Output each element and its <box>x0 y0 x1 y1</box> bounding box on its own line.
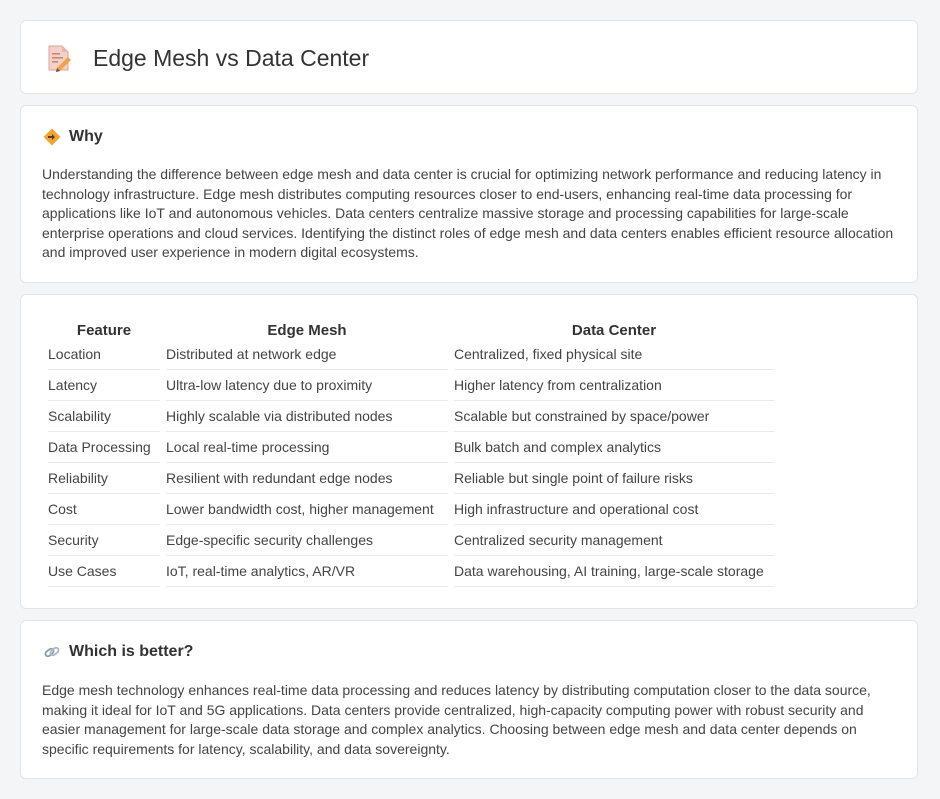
table-row <box>48 370 774 401</box>
better-text: Edge mesh technology enhances real-time data processing and reduces latency by distributing computation closer to the data source, making it ideal for IoT and 5G applications. Data centers provide centralized, high-capacity computing power with robust security and easier management for large-scale data storage and complex analytics. Choosing between edge mesh and data center depends on specific requirements for latency, scalability, and data sovereignty. <box>42 682 871 757</box>
feature-cell: Security <box>48 525 160 556</box>
link-icon <box>43 643 61 661</box>
feature-cell: Scalability <box>48 401 160 432</box>
table-row <box>48 339 774 370</box>
edge-mesh-cell: Highly scalable via distributed nodes <box>166 401 448 432</box>
edge-mesh-cell: Ultra-low latency due to proximity <box>166 370 448 401</box>
edge-mesh-cell: Local real-time processing <box>166 432 448 463</box>
why-card <box>20 105 918 283</box>
data-center-cell: Reliable but single point of failure risks <box>454 463 774 494</box>
header-data-center: Data Center <box>571 322 657 339</box>
which-better-card <box>20 620 918 779</box>
feature-cell: Cost <box>48 494 160 525</box>
better-title: Which is better? <box>69 643 194 660</box>
data-center-cell: High infrastructure and operational cost <box>454 494 774 525</box>
table-row <box>48 556 774 587</box>
edge-mesh-cell: Lower bandwidth cost, higher management <box>166 494 448 525</box>
title-card <box>20 20 918 94</box>
comparison-table <box>42 315 780 587</box>
diamond-arrow-icon <box>43 128 61 146</box>
page-title: Edge Mesh vs Data Center <box>93 44 370 71</box>
feature-cell: Location <box>48 339 160 370</box>
data-center-cell: Higher latency from centralization <box>454 370 774 401</box>
edge-mesh-cell: Resilient with redundant edge nodes <box>166 463 448 494</box>
title-row <box>45 43 369 73</box>
feature-cell: Use Cases <box>48 556 160 587</box>
table-row <box>48 432 774 463</box>
table-row <box>48 463 774 494</box>
edge-mesh-cell: IoT, real-time analytics, AR/VR <box>166 556 448 587</box>
table-row <box>48 401 774 432</box>
why-text: Understanding the difference between edge mesh and data center is crucial for optimizing network performance and reducing latency in technology infrastructure. Edge mesh distributes computing resources closer to end-users, enhancing real-time data processing for applications like IoT and autonomous vehicles. Data centers centralize massive storage and processing capabilities for large-scale enterprise operations and cloud services. Identifying the distinct roles of edge mesh and data centers enables efficient resource allocation and improved user experience in modern digital ecosystems. <box>42 166 894 261</box>
header-feature: Feature <box>76 322 132 339</box>
data-center-cell: Centralized, fixed physical site <box>454 339 774 370</box>
document-pen-icon <box>45 43 73 73</box>
data-center-cell: Centralized security management <box>454 525 774 556</box>
table-row <box>48 525 774 556</box>
better-header <box>43 643 193 661</box>
edge-mesh-cell: Distributed at network edge <box>166 339 448 370</box>
comparison-card <box>20 294 918 609</box>
table-row <box>48 494 774 525</box>
edge-mesh-cell: Edge-specific security challenges <box>166 525 448 556</box>
feature-cell: Latency <box>48 370 160 401</box>
why-title: Why <box>69 128 103 145</box>
data-center-cell: Data warehousing, AI training, large-scale storage <box>454 556 774 587</box>
data-center-cell: Bulk batch and complex analytics <box>454 432 774 463</box>
feature-cell: Data Processing <box>48 432 160 463</box>
header-edge-mesh: Edge Mesh <box>267 322 347 339</box>
table-header-row <box>48 315 774 339</box>
why-header <box>43 128 103 146</box>
data-center-cell: Scalable but constrained by space/power <box>454 401 774 432</box>
feature-cell: Reliability <box>48 463 160 494</box>
